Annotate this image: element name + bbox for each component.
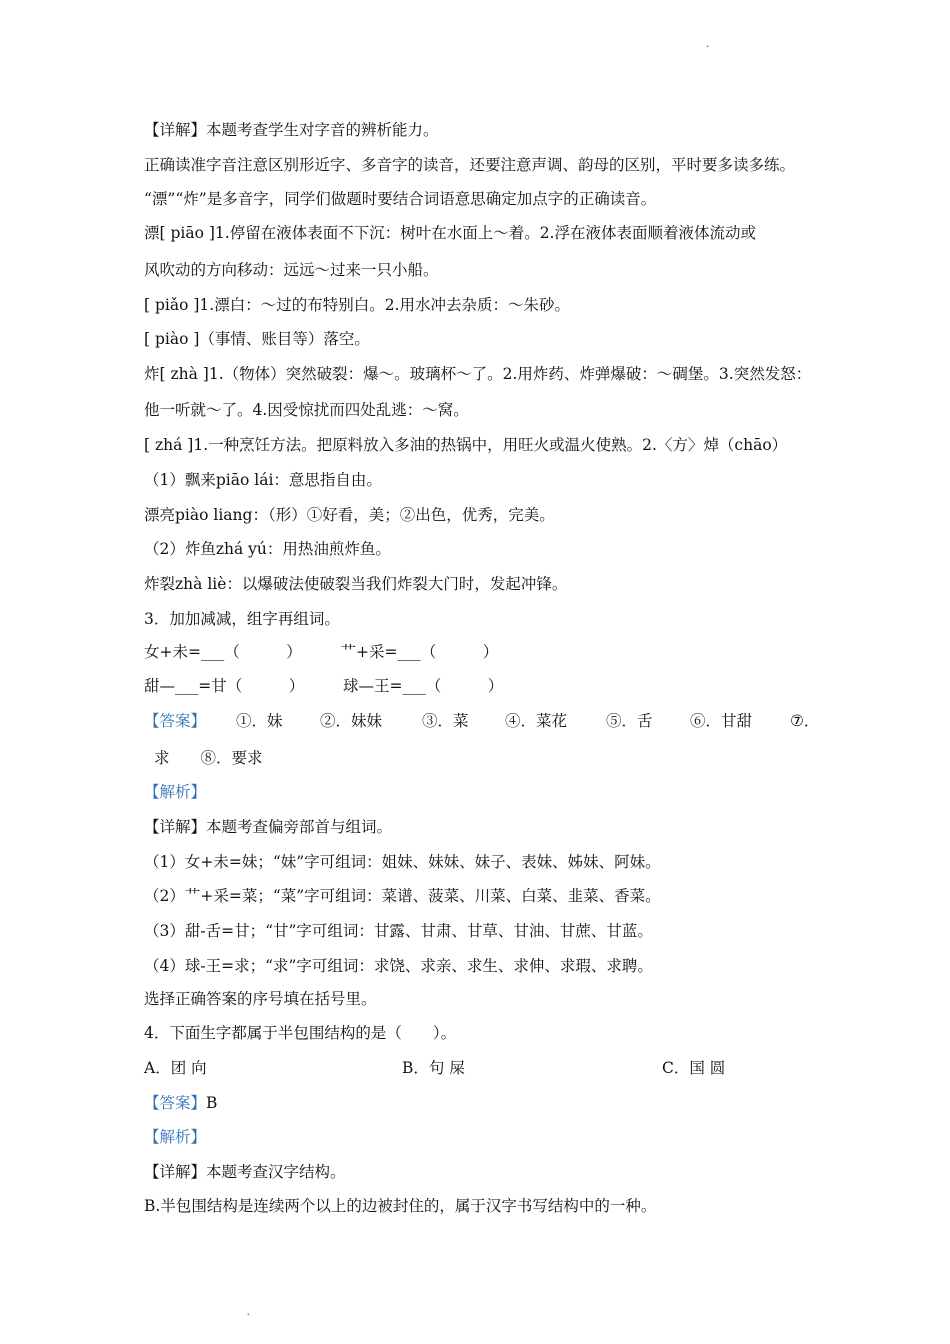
answer-item: ④．菜花 — [505, 712, 568, 730]
analysis-label: 【解析】 — [144, 783, 207, 801]
q2-piao-definition: [ piào ]（事情、账目等）落空。 — [144, 330, 370, 348]
answer-item: ⑥．甘甜 — [690, 712, 753, 730]
q2-zha-definition: 他一听就～了。4.因受惊扰而四处乱逃：～窝。 — [144, 401, 469, 419]
q4-option-b: B．句 屎 — [402, 1059, 465, 1077]
q4-answer-value: B — [206, 1094, 218, 1112]
q4-option-c: C．国 圆 — [662, 1059, 726, 1077]
q2-zha-definition: [ zhá ]1.一种烹饪方法。把原料放入多油的热锅中，用旺火或温火使熟。2.〈方〉焯（chāo） — [144, 436, 788, 454]
q2-word-example: （1）飘来piāo lái：意思指自由。 — [144, 471, 382, 489]
q3-answer-row-continued: 求 ⑧．要求 — [154, 749, 263, 767]
q3-row-1: 女+未=___（ ） 艹+采=___（ ） — [144, 643, 499, 661]
answer-label: 【答案】 — [144, 712, 207, 730]
q3-answer-row — [144, 711, 824, 733]
q2-piao-definition: 漂[ piāo ]1.停留在液体表面不下沉：树叶在水面上～着。2.浮在液体表面顺着液体流动或 — [144, 224, 756, 242]
q3-detail-intro: 【详解】本题考查偏旁部首与组词。 — [144, 818, 393, 836]
q3-detail-item: （4）球-王=求；“求”字可组词：求饶、求亲、求生、求伸、求瑕、求聘。 — [144, 957, 653, 975]
q4-detail-intro: 【详解】本题考查汉字结构。 — [144, 1163, 346, 1181]
q3-detail-text: 选择正确答案的序号填在括号里。 — [144, 990, 377, 1008]
q3-detail-item: （3）甜-舌=甘；“甘”字可组词：甘露、甘肃、甘草、甘油、甘蔗、甘蓝。 — [144, 922, 653, 940]
q2-word-example: 漂亮piào liang：（形）①好看，美；②出色，优秀，完美。 — [144, 506, 555, 524]
q4-options-row — [144, 1058, 824, 1080]
answer-item: ③．菜 — [422, 712, 469, 730]
q2-piao-definition: 风吹动的方向移动：远远～过来一只小船。 — [144, 261, 439, 279]
q2-piao-definition: [ piǎo ]1.漂白：～过的布特别白。2.用水冲去杂质：～朱砂。 — [144, 296, 570, 314]
answer-item: ①．妹 — [236, 712, 283, 730]
q2-detail-text: “漂”“炸”是多音字，同学们做题时要结合词语意思确定加点字的正确读音。 — [144, 190, 657, 208]
q4-title: 4．下面生字都属于半包围结构的是（ ）。 — [144, 1024, 457, 1042]
analysis-label: 【解析】 — [144, 1128, 207, 1146]
answer-item: ⑦． — [790, 712, 820, 730]
top-mark: ˛ — [705, 37, 710, 48]
q4-option-a: A．团 向 — [144, 1059, 207, 1077]
q2-zha-definition: 炸[ zhà ]1.（物体）突然破裂：爆～。玻璃杯～了。2.用炸药、炸弹爆破：～碉堡。3.突然发怒： — [144, 365, 812, 383]
q2-detail-text: 正确读准字音注意区别形近字、多音字的读音，还要注意声调、韵母的区别，平时要多读多练。 — [144, 156, 796, 174]
q2-word-example: （2）炸鱼zhá yú：用热油煎炸鱼。 — [144, 540, 391, 558]
answer-item: ⑤．舌 — [606, 712, 653, 730]
q3-row-2: 甜—___=甘（ ） 球—王=___（ ） — [144, 677, 504, 695]
q2-detail-intro: 【详解】本题考查学生对字音的辨析能力。 — [144, 121, 439, 139]
q4-detail-text: B.半包围结构是连续两个以上的边被封住的，属于汉字书写结构中的一种。 — [144, 1197, 657, 1215]
answer-item: ②．妹妹 — [320, 712, 383, 730]
q2-word-example: 炸裂zhà liè：以爆破法使破裂当我们炸裂大门时，发起冲锋。 — [144, 575, 568, 593]
q3-detail-item: （2）艹+采=菜；“菜”字可组词：菜谱、菠菜、川菜、白菜、韭菜、香菜。 — [144, 887, 661, 905]
q4-answer-row — [144, 1093, 217, 1113]
answer-label: 【答案】 — [144, 1094, 207, 1112]
bottom-mark: ˛ — [246, 1305, 251, 1316]
q3-title: 3．加加减减，组字再组词。 — [144, 610, 340, 628]
q3-detail-item: （1）女+未=妹；“妹”字可组词：姐妹、妹妹、妹子、表妹、姊妹、阿妹。 — [144, 853, 661, 871]
